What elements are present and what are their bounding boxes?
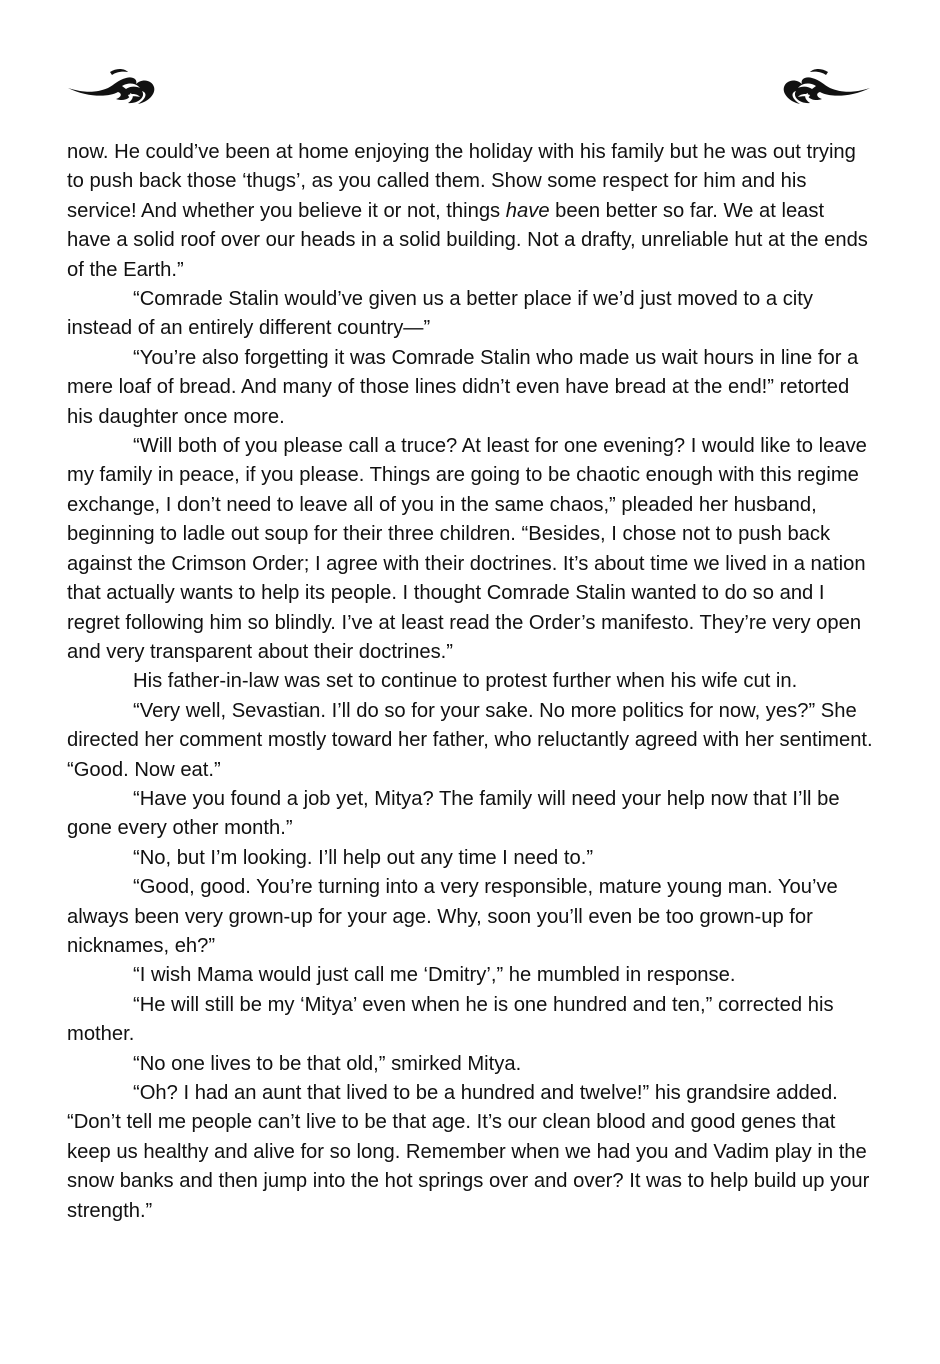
paragraph: “Will both of you please call a truce? At least for one evening? I would like to leave my family in peace, if you please. Things are going to be chaotic enough with this regime exchange, I don’t need to leave all of you in the same chaos,” pleaded her husband, beginning to ladle out soup for their three children. “Besides, I chose not to push back against the Crimson Order; I agree with their doctrines. It’s about time we lived in a nation that actually wants to help its people. I thought Comrade Stalin wanted to do so and I regret following him so blindly. I’ve at least read the Order’s manifesto. They’re very open and very transparent about their doctrines.” — [67, 435, 867, 663]
paragraph: “Oh? I had an aunt that lived to be a hundred and twelve!” his grandsire added. “Don’t tell me people can’t live to be that age. It’s our clean blood and good genes that keep us healthy and alive for so long. Remember when we had you and Vadim play in the snow banks and then jump into the hot springs over and over? It was to help build up your strength.” — [67, 1082, 870, 1222]
paragraph-text: been better so far. We at least have a solid roof over our heads in a solid building. Not a drafty, unreliable hut at the ends of the Earth.” — [67, 199, 868, 281]
flourish-icon — [66, 66, 158, 110]
paragraph: “You’re also forgetting it was Comrade Stalin who made us wait hours in line for a mere loaf of bread. And many of those lines didn’t even have bread at the end!” retorted his daughter once more. — [67, 346, 859, 428]
paragraph: “He will still be my ‘Mitya’ even when he is one hundred and ten,” corrected his mother. — [67, 993, 834, 1046]
paragraph: “No one lives to be that old,” smirked Mitya. — [133, 1052, 522, 1075]
body-text — [67, 138, 873, 1226]
paragraph — [67, 138, 873, 285]
paragraph-text: now. He could’ve been at home enjoying the holiday with his family but he was out trying to push back those ‘thugs’, as you called them. Show some respect for him and his service! And whether you believe it or not, things — [67, 141, 856, 222]
flourish-icon — [780, 66, 872, 110]
emphasized-word: have — [505, 199, 550, 222]
paragraph: “Have you found a job yet, Mitya? The family will need your help now that I’ll be gone every other month.” — [67, 787, 840, 840]
paragraph: “Comrade Stalin would’ve given us a better place if we’d just moved to a city instead of an entirely different country—” — [67, 288, 813, 340]
paragraph: “Good, good. You’re turning into a very responsible, mature young man. You’ve always been very grown-up for your age. Why, soon you’ll even be too grown-up for nicknames, eh?” — [67, 876, 838, 957]
paragraph: “I wish Mama would just call me ‘Dmitry’,” he mumbled in response. — [133, 964, 736, 987]
paragraph: “Very well, Sevastian. I’ll do so for your sake. No more politics for now, yes?” She directed her comment mostly toward her father, who reluctantly agreed with her sentiment. “Good. Now eat.” — [67, 699, 873, 781]
paragraph: His father-in-law was set to continue to protest further when his wife cut in. — [133, 670, 798, 693]
paragraph: “No, but I’m looking. I’ll help out any time I need to.” — [133, 846, 594, 869]
